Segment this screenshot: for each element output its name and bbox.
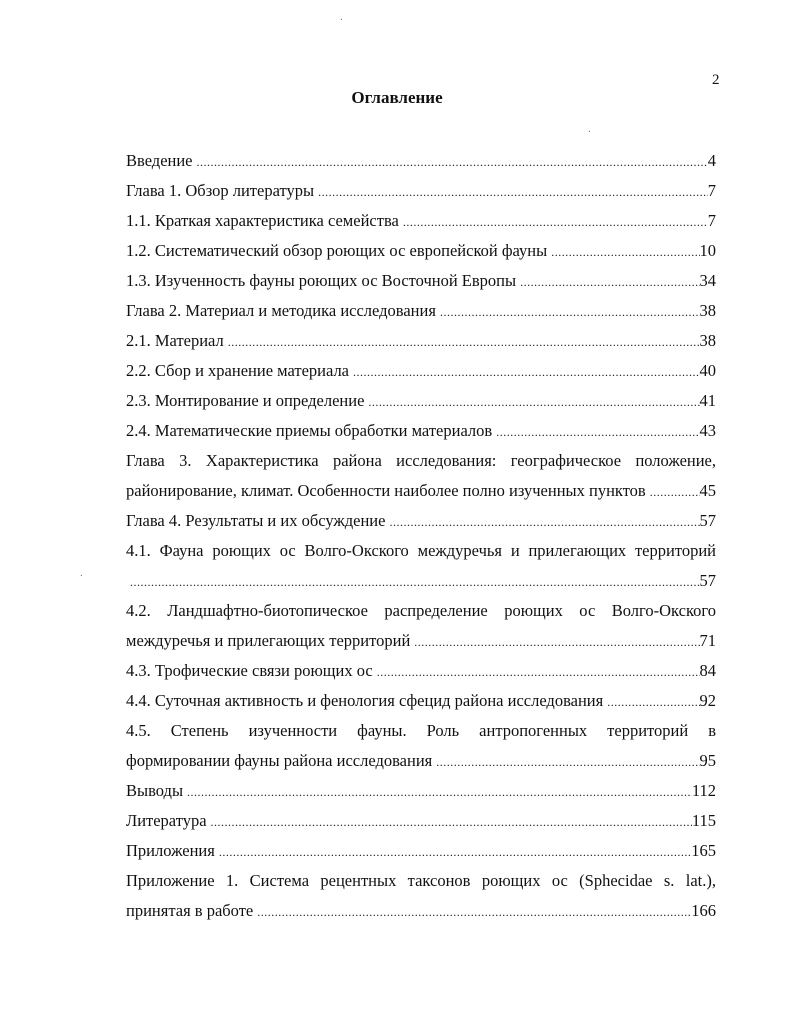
toc-entry-page: 4 (707, 151, 716, 170)
toc-entry-label: 2.1. Материал (126, 331, 224, 350)
toc-entry-page: 95 (699, 751, 716, 770)
toc-entry-page: 165 (691, 841, 716, 860)
dot-leader (377, 657, 700, 687)
toc-entry-page: 57 (699, 511, 716, 530)
toc-entry-label: 4.3. Трофические связи роющих ос (126, 661, 373, 680)
toc-entry-page: 57 (699, 571, 716, 590)
dot-leader (650, 477, 700, 507)
toc-entry-label-line1: Приложение 1. Система рецентных таксонов роющих ос (Sphecidae s. lat.), (126, 871, 716, 890)
toc-entry-conclusions (126, 776, 716, 806)
dot-leader (219, 837, 691, 867)
toc-entry-label-line2: междуречья и прилегающих территорий (126, 631, 411, 650)
toc-entry-label: 1.1. Краткая характеристика семейства (126, 211, 399, 230)
toc-entry-label: Выводы (126, 781, 184, 800)
toc-entry-page: 41 (699, 391, 716, 410)
toc-entry-section-4-1 (126, 536, 716, 596)
dot-leader (130, 567, 700, 597)
dot-leader (551, 237, 699, 267)
toc-entry-page: 7 (707, 211, 716, 230)
dot-leader (187, 777, 692, 807)
toc-entry (126, 296, 716, 326)
toc-entry-label: Глава 1. Обзор литературы (126, 181, 315, 200)
toc-entry-label: 2.3. Монтирование и определение (126, 391, 365, 410)
toc-entry-label: Литература (126, 811, 207, 830)
dot-leader (389, 507, 699, 537)
scan-speck: ˑ (80, 572, 83, 583)
toc-entry-appendices (126, 836, 716, 866)
dot-leader (496, 417, 699, 447)
toc-entry-page: 34 (699, 271, 716, 290)
toc-entry-label: Глава 2. Материал и методика исследования (126, 301, 436, 320)
toc-entry-label-line2: районирование, климат. Особенности наиболее полно изученных пунктов (126, 481, 646, 500)
toc-entry (126, 356, 716, 386)
scan-speck: ˑ (340, 16, 343, 27)
dot-leader (228, 327, 700, 357)
toc-entry-page: 71 (699, 631, 716, 650)
toc-entry-page: 115 (691, 811, 716, 830)
toc-entry-page: 7 (707, 181, 716, 200)
toc-entry (126, 146, 716, 176)
toc-entry (126, 386, 716, 416)
toc-entry-page: 84 (699, 661, 716, 680)
dot-leader (257, 897, 691, 927)
toc-entry-label: 2.2. Сбор и хранение материала (126, 361, 350, 380)
toc-entry-label-line1: 4.2. Ландшафтно-биотопическое распределение роющих ос Волго-Окского (126, 601, 716, 620)
dot-leader (403, 207, 708, 237)
toc-entry-page: 43 (699, 421, 716, 440)
toc-entry-section-4-3 (126, 656, 716, 686)
page-title: Оглавление (351, 88, 443, 107)
table-of-contents (126, 146, 716, 926)
toc-entry-label-line1: 4.1. Фауна роющих ос Волго-Окского междуречья и прилегающих территорий (126, 541, 716, 560)
toc-entry-chapter-3 (126, 446, 716, 506)
toc-entry (126, 326, 716, 356)
dot-leader (520, 267, 699, 297)
toc-entry-label-line1: 4.5. Степень изученности фауны. Роль антропогенных территорий в (126, 721, 716, 740)
toc-entry-label: 2.4. Математические приемы обработки материалов (126, 421, 493, 440)
dot-leader (436, 747, 699, 777)
toc-entry-label: Приложения (126, 841, 215, 860)
dot-leader (607, 687, 699, 717)
toc-entry-label-line2: формировании фауны района исследования (126, 751, 433, 770)
toc-entry-literature (126, 806, 716, 836)
toc-entry-page: 166 (691, 901, 716, 920)
toc-entry-section-4-4 (126, 686, 716, 716)
toc-entry-page: 112 (691, 781, 716, 800)
dot-leader (318, 177, 708, 207)
toc-entry-section-4-2 (126, 596, 716, 656)
toc-entry (126, 206, 716, 236)
toc-entry-label: 1.2. Систематический обзор роющих ос европейской фауны (126, 241, 548, 260)
toc-entry-page: 38 (699, 331, 716, 350)
toc-entry (126, 236, 716, 266)
toc-entry-chapter-4 (126, 506, 716, 536)
scan-speck: ˑ (588, 128, 591, 139)
page-number: 2 (712, 72, 720, 88)
dot-leader (211, 807, 692, 837)
toc-entry-label: Глава 4. Результаты и их обсуждение (126, 511, 386, 530)
dot-leader (440, 297, 700, 327)
toc-entry-section-4-5 (126, 716, 716, 776)
toc-entry-appendix-1 (126, 866, 716, 926)
toc-entry (126, 416, 716, 446)
toc-entry-page: 10 (699, 241, 716, 260)
toc-entry-page: 92 (699, 691, 716, 710)
toc-entry-page: 45 (699, 481, 716, 500)
dot-leader (353, 357, 699, 387)
toc-entry-label: 4.4. Суточная активность и фенология сфецид района исследования (126, 691, 604, 710)
toc-entry-label: Введение (126, 151, 193, 170)
toc-entry-page: 40 (699, 361, 716, 380)
toc-entry (126, 266, 716, 296)
dot-leader (414, 627, 699, 657)
toc-entry-label: 1.3. Изученность фауны роющих ос Восточной Европы (126, 271, 517, 290)
toc-entry-label-line1: Глава 3. Характеристика района исследования: географическое положение, (126, 451, 716, 470)
toc-entry-label-line2: принятая в работе (126, 901, 254, 920)
dot-leader (368, 387, 699, 417)
dot-leader (197, 147, 708, 177)
toc-entry (126, 176, 716, 206)
toc-entry-page: 38 (699, 301, 716, 320)
